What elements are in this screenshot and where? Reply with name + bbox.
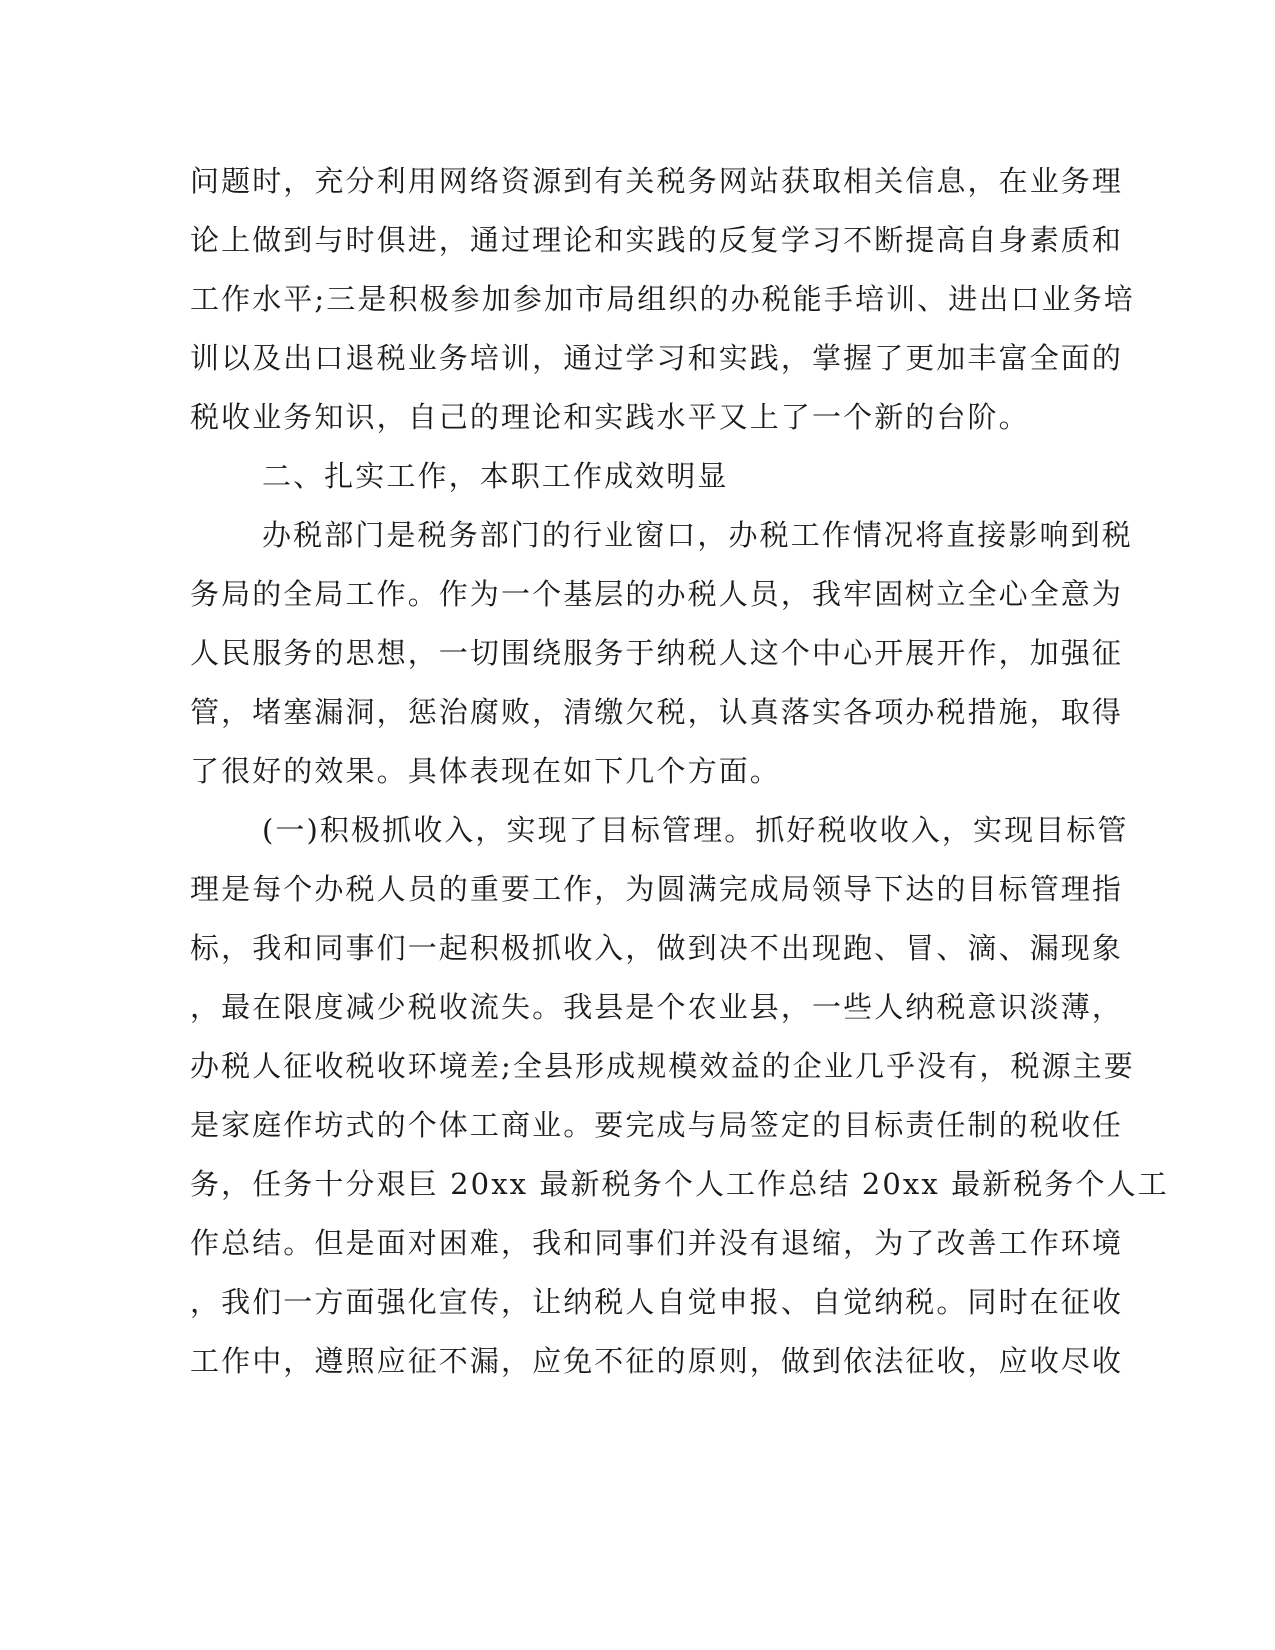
text-line: 税收业务知识，自己的理论和实践水平又上了一个新的台阶。 (190, 400, 1030, 434)
text-line: ，最在限度减少税收流失。我县是个农业县，一些人纳税意识淡薄， (190, 990, 1124, 1024)
text-line: 作总结。但是面对困难，我和同事们并没有退缩，为了改善工作环境 (190, 1226, 1124, 1260)
text-line: 理是每个办税人员的重要工作，为圆满完成局领导下达的目标管理指 (190, 872, 1124, 906)
text-line: 务，任务十分艰巨 20xx 最新税务个人工作总结 20xx 最新税务个人工 (190, 1167, 1169, 1201)
text-line: 了很好的效果。具体表现在如下几个方面。 (190, 754, 781, 788)
text-line: 标，我和同事们一起积极抓收入，做到决不出现跑、冒、滴、漏现象 (190, 931, 1124, 965)
text-line: 是家庭作坊式的个体工商业。要完成与局签定的目标责任制的税收任 (190, 1108, 1124, 1142)
text-line: 论上做到与时俱进，通过理论和实践的反复学习不断提高自身素质和 (190, 223, 1124, 257)
text-line: 问题时，充分利用网络资源到有关税务网站获取相关信息，在业务理 (190, 164, 1124, 198)
text-line: 人民服务的思想，一切围绕服务于纳税人这个中心开展开作，加强征 (190, 636, 1124, 670)
text-line: 工作中，遵照应征不漏，应免不征的原则，做到依法征收，应收尽收 (190, 1344, 1124, 1378)
text-line: ，我们一方面强化宣传，让纳税人自觉申报、自觉纳税。同时在征收 (190, 1285, 1124, 1319)
text-line: 务局的全局工作。作为一个基层的办税人员，我牢固树立全心全意为 (190, 577, 1124, 611)
subsection-start-line: (一)积极抓收入，实现了目标管理。抓好税收收入，实现目标管 (262, 813, 1129, 847)
paragraph-start-line: 办税部门是税务部门的行业窗口，办税工作情况将直接影响到税 (262, 518, 1133, 552)
text-line: 办税人征收税收环境差;全县形成规模效益的企业几乎没有，税源主要 (190, 1049, 1135, 1083)
text-line: 工作水平;三是积极参加参加市局组织的办税能手培训、进出口业务培 (190, 282, 1135, 316)
section-heading: 二、扎实工作，本职工作成效明显 (262, 459, 729, 493)
text-line: 管，堵塞漏洞，惩治腐败，清缴欠税，认真落实各项办税措施，取得 (190, 695, 1124, 729)
text-line: 训以及出口退税业务培训，通过学习和实践，掌握了更加丰富全面的 (190, 341, 1124, 375)
